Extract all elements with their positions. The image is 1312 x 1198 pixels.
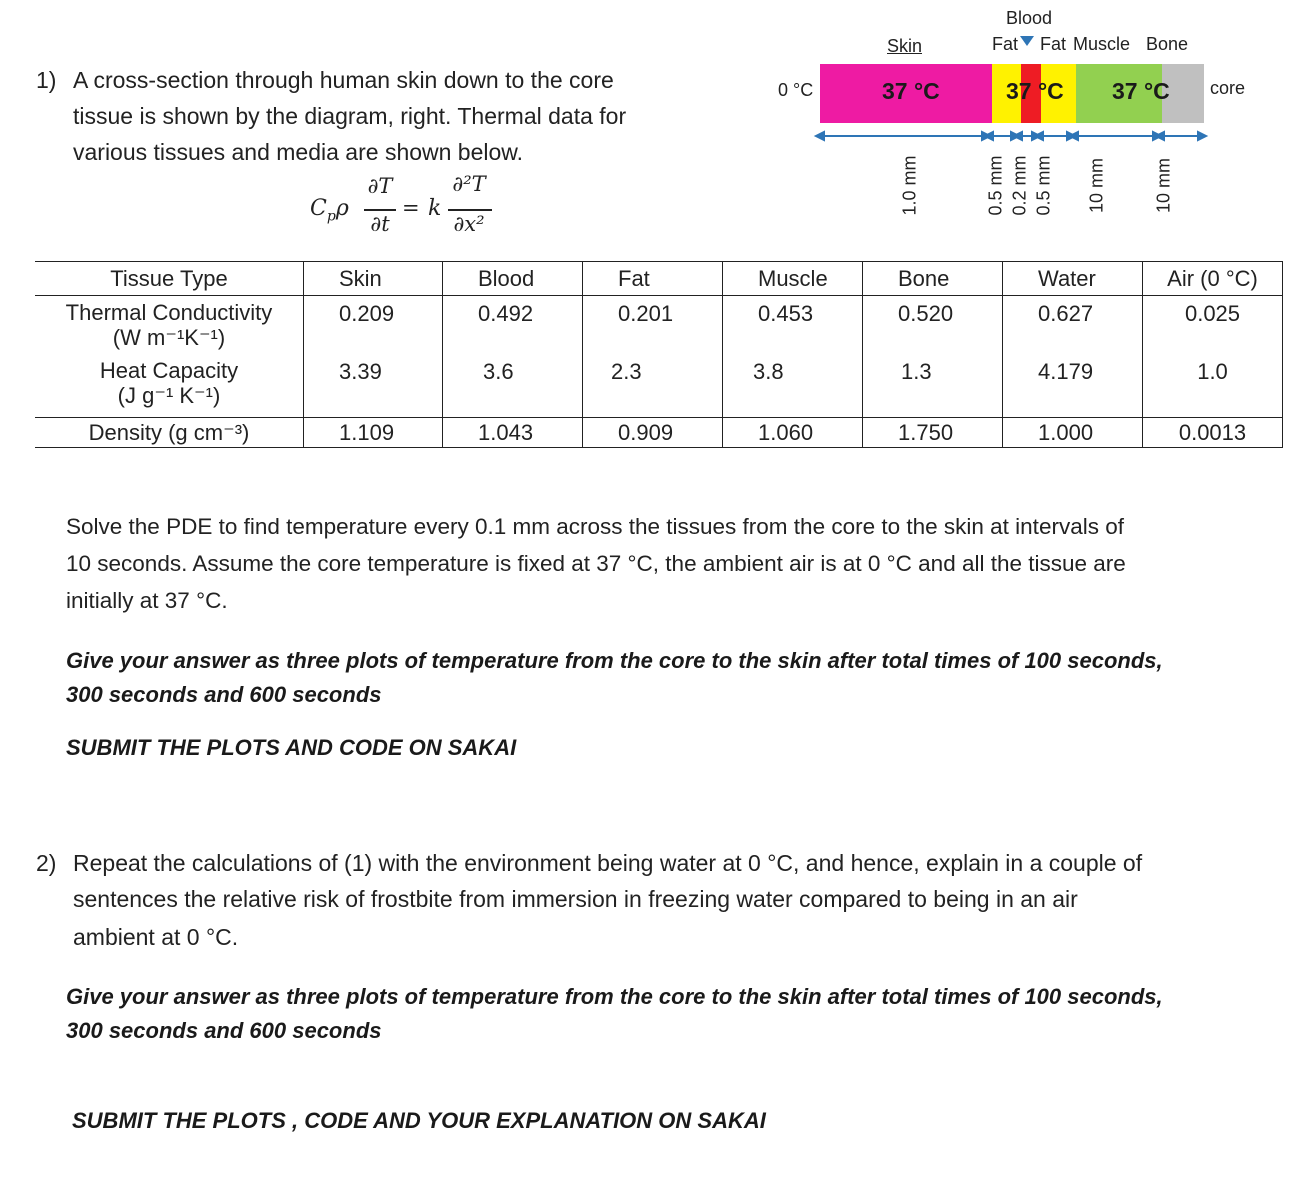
eq-k: k xyxy=(428,196,442,221)
eq-rhs-bar xyxy=(448,209,492,211)
question-line: various tissues and media are shown below. xyxy=(73,139,524,165)
question-number: 1) xyxy=(36,67,57,93)
question-2 xyxy=(36,845,1296,960)
table-cell: 1.109 xyxy=(304,418,443,448)
table-cell: 1.060 xyxy=(723,418,863,448)
q1-instructions xyxy=(66,508,1126,619)
table-cell: 0.025 xyxy=(1143,296,1283,358)
tissue-diagram xyxy=(770,0,1270,240)
eq-rhs-numerator: ∂²T xyxy=(452,172,486,196)
table-row xyxy=(35,296,1283,358)
table-cell: 1.3 xyxy=(863,358,1003,418)
eq-rho: ρ xyxy=(335,196,349,221)
thermal-properties-table xyxy=(35,261,1283,448)
bone-thickness: 10 mm xyxy=(1153,158,1174,214)
answer-line: 300 seconds and 600 seconds xyxy=(66,1018,382,1043)
table-header: Air (0 °C) xyxy=(1143,262,1283,296)
table-cell: 0.492 xyxy=(443,296,583,358)
q1-submit: SUBMIT THE PLOTS AND CODE ON SAKAI xyxy=(66,735,517,760)
eq-cp: C xyxy=(310,196,327,221)
blood-arrow-icon xyxy=(1020,36,1034,46)
bone-label: Bone xyxy=(1146,34,1189,54)
muscle-label: Muscle xyxy=(1073,34,1131,54)
table-header: Muscle xyxy=(723,262,863,296)
table-cell: 3.8 xyxy=(723,358,863,418)
fat-temperature: 37 °C xyxy=(1006,78,1064,104)
question-1 xyxy=(36,62,736,177)
question-line: ambient at 0 °C. xyxy=(73,924,239,950)
table-header: Fat xyxy=(583,262,723,296)
q2-answer-format xyxy=(66,980,1163,1048)
instruction-line: Solve the PDE to find temperature every 0.1 mm across the tissues from the core to the skin at intervals of xyxy=(66,514,1124,539)
muscle-thickness: 10 mm xyxy=(1086,158,1107,214)
question-line: tissue is shown by the diagram, right. Thermal data for xyxy=(73,103,627,129)
eq-rhs-denominator: ∂x² xyxy=(453,212,485,236)
fat-thickness: 0.5 mm xyxy=(985,155,1006,216)
fat-thickness: 0.5 mm xyxy=(1033,155,1054,216)
table-row xyxy=(35,418,1283,448)
table-cell: 3.6 xyxy=(443,358,583,418)
table-cell: 1.000 xyxy=(1003,418,1143,448)
answer-line: 300 seconds and 600 seconds xyxy=(66,682,382,707)
answer-line: Give your answer as three plots of temperature from the core to the skin after total times of 100 seconds, xyxy=(66,984,1163,1009)
table-cell: 0.453 xyxy=(723,296,863,358)
table-header: Bone xyxy=(863,262,1003,296)
fat-label: Fat xyxy=(1040,34,1067,54)
row-label: Density (g cm⁻³) xyxy=(35,418,304,448)
table-cell: 0.627 xyxy=(1003,296,1143,358)
table-cell: 0.909 xyxy=(583,418,723,448)
row-label: Heat Capacity (J g⁻¹ K⁻¹) xyxy=(35,358,304,418)
row-label: Thermal Conductivity (W m⁻¹K⁻¹) xyxy=(35,296,304,358)
question-line: A cross-section through human skin down to the core xyxy=(73,67,614,93)
question-line: Repeat the calculations of (1) with the environment being water at 0 °C, and hence, explain in a couple of xyxy=(73,850,1143,876)
eq-lhs-denominator: ∂t xyxy=(370,212,390,236)
table-cell: 4.179 xyxy=(1003,358,1143,418)
blood-label: Blood xyxy=(1006,8,1053,28)
q1-answer-format xyxy=(66,644,1163,712)
heat-equation xyxy=(310,172,510,244)
fat-label: Fat xyxy=(992,34,1019,54)
skin-temperature: 37 °C xyxy=(882,78,940,104)
thickness-arrows xyxy=(810,128,1210,144)
answer-line: Give your answer as three plots of temperature from the core to the skin after total times of 100 seconds, xyxy=(66,648,1163,673)
eq-lhs-numerator: ∂T xyxy=(367,174,393,198)
eq-lhs-bar xyxy=(364,209,396,211)
table-header: Tissue Type xyxy=(35,262,304,296)
table-cell: 0.0013 xyxy=(1143,418,1283,448)
ambient-label: 0 °C xyxy=(778,80,814,100)
table-cell: 3.39 xyxy=(304,358,443,418)
eq-equals: = xyxy=(402,196,420,220)
eq-cp-sub: p xyxy=(326,208,336,225)
table-cell: 1.043 xyxy=(443,418,583,448)
table-header: Skin xyxy=(304,262,443,296)
table-header-row xyxy=(35,262,1283,296)
skin-label: Skin xyxy=(887,36,923,56)
question-number: 2) xyxy=(36,850,57,876)
skin-thickness: 1.0 mm xyxy=(899,155,920,216)
instruction-line: 10 seconds. Assume the core temperature is fixed at 37 °C, the ambient air is at 0 °C and all the tissue are xyxy=(66,551,1126,576)
table-header: Water xyxy=(1003,262,1143,296)
table-cell: 2.3 xyxy=(583,358,723,418)
core-label: core xyxy=(1210,78,1246,98)
table-cell: 1.750 xyxy=(863,418,1003,448)
muscle-temperature: 37 °C xyxy=(1112,78,1170,104)
question-line: sentences the relative risk of frostbite from immersion in freezing water compared to being in an air xyxy=(73,886,1078,912)
instruction-line: initially at 37 °C. xyxy=(66,588,228,613)
table-cell: 0.209 xyxy=(304,296,443,358)
table-row xyxy=(35,358,1283,418)
table-cell: 0.520 xyxy=(863,296,1003,358)
table-cell: 1.0 xyxy=(1143,358,1283,418)
table-cell: 0.201 xyxy=(583,296,723,358)
blood-thickness: 0.2 mm xyxy=(1009,155,1030,216)
q2-submit: SUBMIT THE PLOTS , CODE AND YOUR EXPLANATION ON SAKAI xyxy=(72,1108,766,1133)
table-header: Blood xyxy=(443,262,583,296)
